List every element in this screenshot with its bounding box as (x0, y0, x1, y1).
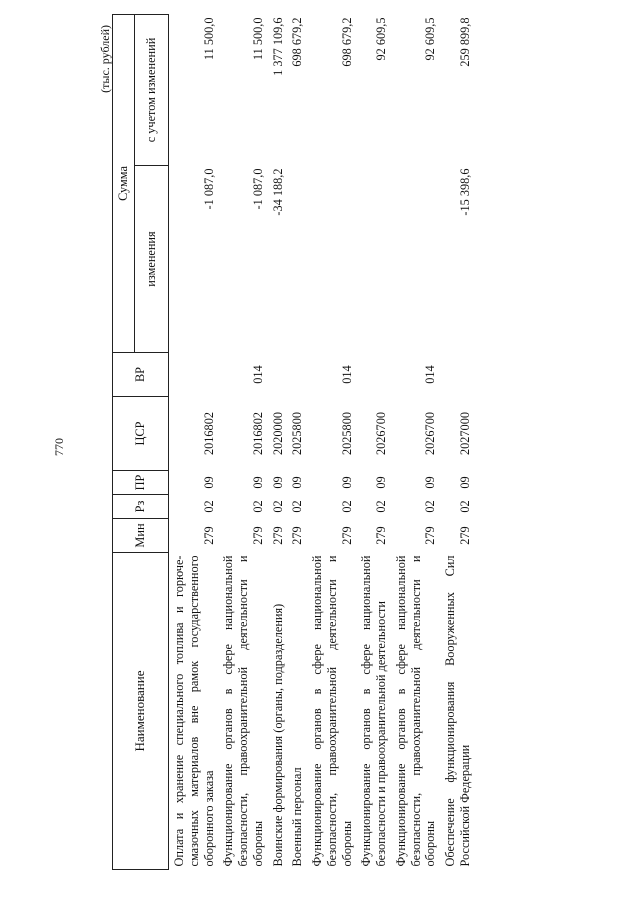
row-rz: 02 (457, 500, 472, 513)
row-min: 279 (457, 526, 472, 545)
table-row (268, 14, 288, 869)
row-pr: 09 (423, 476, 438, 489)
header-csr: ЦСР (113, 397, 169, 471)
row-pr: 09 (270, 476, 285, 489)
header-vr: ВР (113, 353, 169, 397)
table-row (356, 14, 391, 869)
row-vr (287, 353, 307, 397)
units-label: (тыс. рублей) (98, 25, 112, 93)
row-rz: 02 (423, 500, 438, 513)
row-rz: 02 (250, 500, 265, 513)
row-vr (268, 353, 288, 397)
row-vr (169, 353, 219, 397)
row-rz: 02 (270, 500, 285, 513)
table-row (218, 14, 267, 869)
row-csr: 2020000 (270, 411, 285, 456)
row-min: 279 (339, 526, 354, 545)
row-csr: 2026700 (374, 411, 388, 456)
row-pr: 09 (250, 476, 265, 489)
row-name: Функционирование органов в сфере национальной безопасности, правоохранительной деятельности и обороны (393, 555, 438, 867)
row-name: Военный персонал (290, 767, 305, 867)
row-change (391, 166, 440, 353)
row-rz: 02 (201, 500, 216, 513)
row-name: Воинские формирования (органы, подразделения) (270, 603, 285, 867)
table-row (287, 14, 307, 869)
row-csr: 2027000 (457, 411, 472, 456)
row-pr: 09 (290, 476, 305, 489)
row-min: 279 (270, 526, 285, 545)
header-pr: ПР (113, 471, 169, 495)
row-change (356, 166, 391, 353)
table-row (307, 14, 356, 869)
row-csr: 2026700 (423, 411, 438, 456)
row-with-change: 11 500,0 (250, 17, 265, 61)
row-pr: 09 (374, 476, 388, 489)
row-csr: 2025800 (290, 411, 305, 456)
header-change: изменения (135, 166, 169, 353)
row-name: Оплата и хранение специального топлива и горюче-смазочных материалов вне рамок государственного оборонного заказа (172, 555, 216, 867)
header-with-change: с учетом изменений (135, 14, 169, 165)
row-csr: 2016802 (250, 411, 265, 456)
header-row-1 (113, 14, 135, 869)
row-name: Функционирование органов в сфере национальной безопасности, правоохранительной деятельности и обороны (310, 555, 354, 867)
row-rz: 02 (290, 500, 305, 513)
header-sum: Сумма (113, 14, 135, 352)
table-row (440, 14, 475, 869)
rotated-budget-sheet (98, 15, 608, 870)
row-csr: 2016802 (201, 411, 216, 456)
row-change: -34 188,2 (270, 168, 285, 216)
row-csr: 2025800 (339, 411, 354, 456)
row-rz: 02 (374, 500, 388, 513)
row-pr: 09 (457, 476, 472, 489)
row-min: 279 (250, 526, 265, 545)
row-change: -1 087,0 (250, 168, 265, 210)
row-name: Функционирование органов в сфере национальной безопасности, правоохранительной деятельности и обороны (221, 555, 265, 867)
row-change (287, 166, 307, 353)
row-change (307, 166, 356, 353)
row-vr: 014 (423, 365, 438, 384)
header-name: Наименование (113, 553, 169, 870)
row-rz: 02 (339, 500, 354, 513)
row-with-change: 11 500,0 (201, 17, 216, 61)
row-name: Функционирование органов в сфере национальной безопасности и правоохранительной деятельности (359, 555, 388, 867)
row-vr: 014 (250, 365, 265, 384)
header-min: Мин (113, 519, 169, 553)
table-row (169, 14, 219, 869)
row-name: Обеспечение функционирования Вооруженных Сил Российской Федерации (443, 555, 472, 867)
row-with-change: 1 377 109,6 (270, 17, 285, 76)
row-pr: 09 (339, 476, 354, 489)
table-row (391, 14, 440, 869)
row-vr (440, 353, 475, 397)
row-with-change: 259 899,8 (457, 17, 472, 67)
row-min: 279 (201, 526, 216, 545)
row-with-change: 698 679,2 (290, 17, 305, 67)
row-vr: 014 (339, 365, 354, 384)
page-number: 770 (52, 438, 66, 456)
row-pr: 09 (201, 476, 216, 489)
row-with-change: 698 679,2 (339, 17, 354, 67)
row-change: -1 087,0 (201, 168, 216, 210)
row-min: 279 (423, 526, 438, 545)
budget-table (112, 14, 475, 870)
row-change: -15 398,6 (457, 168, 472, 216)
row-vr (356, 353, 391, 397)
row-min: 279 (374, 526, 388, 545)
header-rz: Рз (113, 495, 169, 519)
row-with-change: 92 609,5 (374, 17, 388, 61)
row-with-change: 92 609,5 (423, 17, 438, 61)
row-min: 279 (290, 526, 305, 545)
